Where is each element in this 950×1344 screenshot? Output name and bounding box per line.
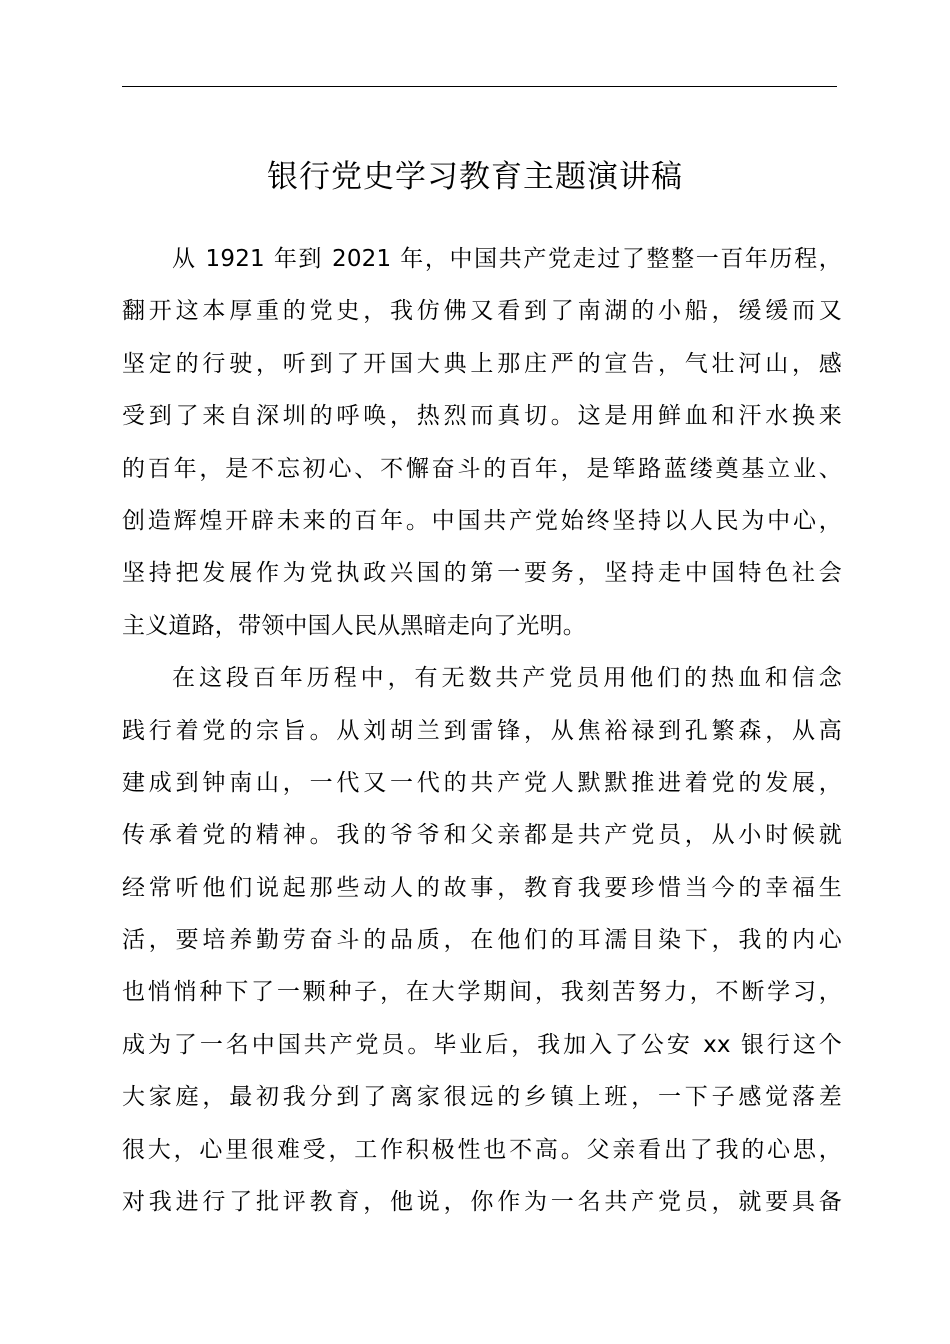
paragraph-2-line-8: 成为了一名中国共产党员。毕业后，我加入了公安 xx 银行这个 xyxy=(122,1031,842,1058)
paragraph-1-line-8: 主义道路，带领中国人民从黑暗走向了光明。 xyxy=(122,612,586,639)
header-rule xyxy=(122,86,837,87)
paragraph-2-line-5: 经常听他们说起那些动人的故事，教育我要珍惜当今的幸福生 xyxy=(122,874,842,901)
paragraph-2-line-1: 在这段百年历程中，有无数共产党员用他们的热血和信念 xyxy=(172,665,842,692)
document-body xyxy=(122,233,842,1228)
paragraph-2-line-9: 大家庭，最初我分到了离家很远的乡镇上班，一下子感觉落差 xyxy=(122,1084,842,1111)
paragraph-1-line-6: 创造辉煌开辟未来的百年。中国共产党始终坚持以人民为中心， xyxy=(122,507,842,534)
document-title: 银行党史学习教育主题演讲稿 xyxy=(267,159,683,195)
paragraph-1-line-1: 从 1921 年到 2021 年，中国共产党走过了整整一百年历程， xyxy=(172,246,842,272)
paragraph-2-line-3: 建成到钟南山，一代又一代的共产党人默默推进着党的发展， xyxy=(122,769,842,796)
paragraph-2-line-11: 对我进行了批评教育，他说，你作为一名共产党员，就要具备 xyxy=(122,1189,842,1216)
paragraph-2-line-10: 很大，心里很难受，工作积极性也不高。父亲看出了我的心思， xyxy=(122,1136,842,1163)
paragraph-1-line-5: 的百年，是不忘初心、不懈奋斗的百年，是筚路蓝缕奠基立业、 xyxy=(122,455,842,482)
paragraph-1-line-7: 坚持把发展作为党执政兴国的第一要务，坚持走中国特色社会 xyxy=(122,560,842,587)
paragraph-2-line-7: 也悄悄种下了一颗种子，在大学期间，我刻苦努力，不断学习， xyxy=(122,979,842,1006)
paragraph-1-line-4: 受到了来自深圳的呼唤，热烈而真切。这是用鲜血和汗水换来 xyxy=(122,403,842,430)
paragraph-2-line-2: 践行着党的宗旨。从刘胡兰到雷锋，从焦裕禄到孔繁森，从高 xyxy=(122,717,842,744)
paragraph-2-line-6: 活，要培养勤劳奋斗的品质，在他们的耳濡目染下，我的内心 xyxy=(122,927,842,954)
paragraph-1-line-3: 坚定的行驶，听到了开国大典上那庄严的宣告，气壮河山，感 xyxy=(122,350,842,377)
paragraph-1-line-2: 翻开这本厚重的党史，我仿佛又看到了南湖的小船，缓缓而又 xyxy=(122,298,842,325)
paragraph-2-line-4: 传承着党的精神。我的爷爷和父亲都是共产党员，从小时候就 xyxy=(122,822,842,849)
